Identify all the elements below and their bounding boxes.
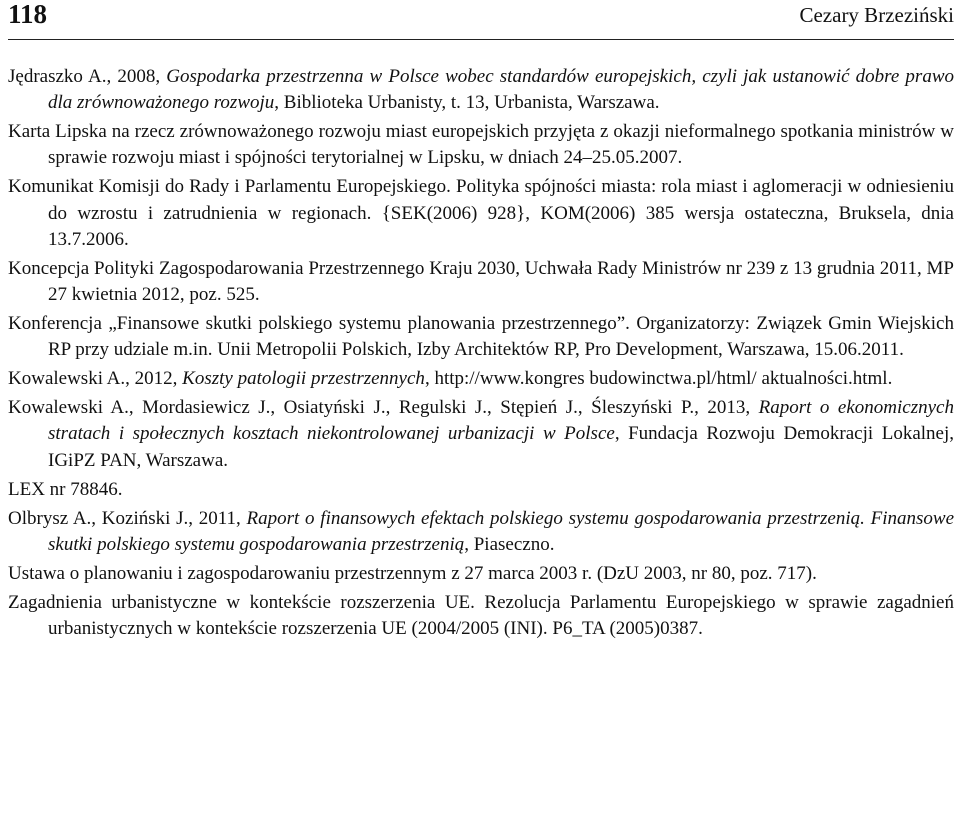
bibliography-entry: [8, 477, 954, 503]
entry-text-after: , Piaseczno.: [464, 533, 555, 555]
entry-text: Kowalewski A., Mordasiewicz J., Osiatyński J., Regulski J., Stępień J., Śleszyński P., 2013,: [8, 397, 759, 419]
entry-text: Jędraszko A., 2008,: [8, 66, 167, 87]
bibliography-entry: [8, 506, 954, 558]
entry-text: Koncepcja Polityki Zagospodarowania Przestrzennego Kraju 2030, Uchwała Rady Ministrów nr 239 z 13 grudnia 2011, MP 27 kwietnia 2012, poz. 525.: [8, 257, 954, 306]
page-header: [8, 0, 954, 40]
entry-title: Raport o finansowych efektach polskiego systemu gospodarowania przestrzenią. Finansowe skutki polskiego systemu gospodarowania przestrzenią: [48, 507, 954, 555]
bibliography-entry: [8, 256, 954, 308]
entry-text: Komunikat Komisji do Rady i Parlamentu Europejskiego. Polityka spójności miasta: rola miast i aglomeracji w odniesieniu do wzrostu i zatrudnienia w regionach. {SEK(2006) 928}, KOM(2006) 385 wersja ostateczna, Bruksela, dnia 13.7.2006.: [8, 176, 954, 250]
bibliography-entry: [8, 119, 954, 171]
bibliography-list: [8, 64, 954, 645]
bibliography-entry: [8, 590, 954, 642]
entry-text: Olbrysz A., Koziński J., 2011,: [8, 507, 247, 529]
bibliography-entry: [8, 64, 954, 116]
entry-text-after: , Fundacja Rozwoju Demokracji Lokalnej, IGiPZ PAN, Warszawa.: [48, 423, 954, 471]
running-header-author: Cezary Brzeziński: [799, 3, 954, 27]
entry-text: Zagadnienia urbanistyczne w kontekście rozszerzenia UE. Rezolucja Parlamentu Europejskiego w sprawie zagadnień urbanistycznych w kontekście rozszerzenia UE (2004/2005 (INI). P6_TA (2005)0387.: [8, 591, 954, 640]
entry-text: Ustawa o planowaniu i zagospodarowaniu przestrzennym z 27 marca 2003 r. (DzU 2003, nr 80, poz. 717).: [8, 562, 817, 584]
bibliography-entry: [8, 395, 954, 474]
entry-text-after: , Biblioteka Urbanisty, t. 13, Urbanista, Warszawa.: [274, 92, 660, 114]
entry-title: Gospodarka przestrzenna w Polsce wobec standardów europejskich, czyli jak ustanowić dobre prawo dla zrównoważonego rozwoju: [48, 66, 954, 114]
entry-text-after: , http://www.kongres budowinctwa.pl/html/ aktualności.html.: [424, 368, 893, 390]
entry-text: Kowalewski A., 2012,: [8, 368, 183, 390]
entry-text: Konferencja „Finansowe skutki polskiego systemu planowania przestrzennego”. Organizatorzy: Związek Gmin Wiejskich RP przy udziale m.in. Unii Metropolii Polskich, Izby Architektów RP, Pro Development, Warszawa, 15.06.2011.: [8, 313, 954, 361]
bibliography-entry: [8, 366, 954, 392]
bibliography-entry: [8, 561, 954, 587]
entry-title: Koszty patologii przestrzennych: [182, 368, 425, 390]
entry-text: Karta Lipska na rzecz zrównoważonego rozwoju miast europejskich przyjęta z okazji nieformalnego spotkania ministrów w sprawie rozwoju miast i spójności terytorialnej w Lipsku, w dniach 24–25.05.2007.: [8, 121, 954, 169]
entry-title: Raport o ekonomicznych stratach i społecznych kosztach niekontrolowanej urbanizacji w Polsce: [48, 397, 954, 445]
bibliography-entry: [8, 311, 954, 363]
page-number: 118: [8, 0, 48, 29]
bibliography-entry: [8, 174, 954, 253]
entry-text: LEX nr 78846.: [8, 478, 123, 500]
